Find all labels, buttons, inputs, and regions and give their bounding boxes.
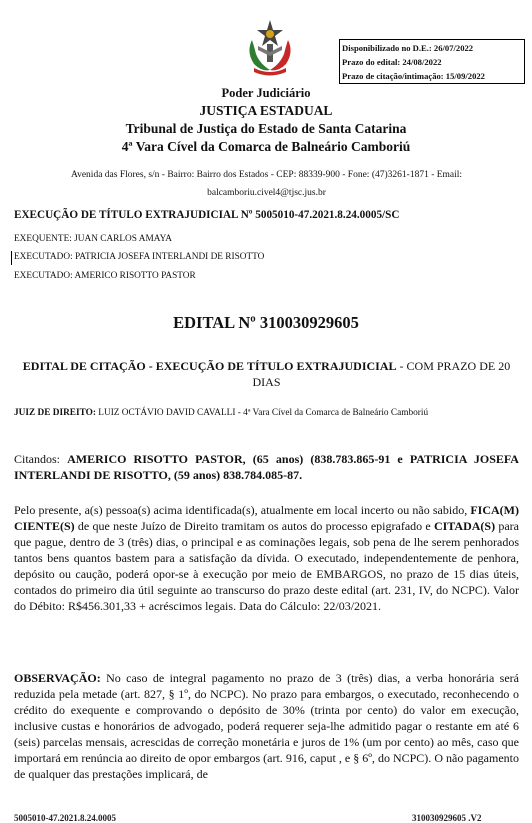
party-executado-2 <box>14 271 196 281</box>
judge-name: LUIZ OCTÁVIO DAVID CAVALLI - 4ª Vara Cível da Comarca de Balneário Camboriú <box>95 408 429 418</box>
citandos-paragraph <box>14 451 519 483</box>
availability-date: Disponibilizado no D.E.: 26/07/2022 <box>342 43 474 53</box>
edital-subtitle-rest: - COM PRAZO DE 20 DIAS <box>252 359 511 389</box>
edital-deadline: Prazo do edital: 24/08/2022 <box>342 57 442 67</box>
citation-paragraph <box>14 502 519 614</box>
process-number-title: EXECUÇÃO DE TÍTULO EXTRAJUDICIAL Nº 5005010-47.2021.8.24.0005/SC <box>14 209 400 221</box>
citandos-label: Citandos: <box>14 452 68 466</box>
citation-ciente: FICA(M) CIENTE(S) <box>14 503 519 533</box>
address-line: Avenida das Flores, s/n - Bairro: Bairro dos Estados - CEP: 88339-900 - Fone: (47)3261-1871 - Email: <box>70 170 463 180</box>
observation-text: No caso de integral pagamento no prazo de 3 (três) dias, a verba honorária será reduzida pela metade (art. 827, § 1º, do NCPC). No prazo para embargos, o executado, reconhecendo o crédito do exequente e comprovando o depósito de 30% (trinta por cento) do valor em execução, inclusive custas e honorários de advogado, poderá requerer seja-lhe admitido pagar o restante em até 6 (seis) parcelas mensais, acrescidas de correção monetária e juros de 1% (um por cento) ao mês, caso que importará em renúncia ao direito de opor embargos (art. 916, caput , e § 6º, do NCPC). O não pagamento de qualquer das prestações implicará, de <box>14 671 519 781</box>
party-role: EXECUTADO <box>14 271 71 281</box>
citation-text-c: de que neste Juízo de Direito tramitam os autos do processo epigrafado e <box>74 519 434 533</box>
footer-process-number: 5005010-47.2021.8.24.0005 <box>14 813 116 823</box>
judge-line <box>14 406 519 421</box>
judge-label: JUIZ DE DIREITO: <box>14 408 96 418</box>
publication-dates-box <box>339 39 525 84</box>
citation-citada: CITADA(S) <box>433 519 496 533</box>
header-vara: 4ª Vara Cível da Comarca de Balneário Camboriú <box>121 139 411 154</box>
text-cursor <box>11 251 12 265</box>
header-tribunal: Tribunal de Justiça do Estado de Santa Catarina <box>125 121 407 136</box>
citandos-names: AMERICO RISOTTO PASTOR, (65 anos) (838.783.865-91 e PATRICIA JOSEFA INTERLANDI DE RISOTTO, (59 anos) 838.784.085-87. <box>14 452 519 482</box>
edital-subtitle-bold: EDITAL DE CITAÇÃO - EXECUÇÃO DE TÍTULO EXTRAJUDICIAL <box>22 359 397 373</box>
footer-document-id: 310030929605 .V2 <box>412 813 482 823</box>
party-name: : JUAN CARLOS AMAYA <box>69 234 172 244</box>
observation-paragraph <box>14 670 519 782</box>
party-role: EXECUTADO <box>14 252 71 262</box>
edital-subtitle <box>14 358 519 390</box>
citation-text-a: Pelo presente, a(s) pessoa(s) acima identificada(s), atualmente em local incerto ou não sabido, <box>14 503 471 517</box>
party-name: : PATRICIA JOSEFA INTERLANDI DE RISOTTO <box>70 252 265 262</box>
header-poder-judiciario: Poder Judiciário <box>221 86 311 100</box>
party-role: EXEQUENTE <box>14 234 70 244</box>
citation-deadline: Prazo de citação/intimação: 15/09/2022 <box>342 71 485 81</box>
edital-title: EDITAL Nº 310030929605 <box>173 313 359 332</box>
address-email: balcamboriu.civel4@tjsc.jus.br <box>207 188 326 198</box>
party-exequente <box>14 234 172 244</box>
party-name: : AMERICO RISOTTO PASTOR <box>70 271 196 281</box>
state-coat-of-arms <box>244 16 296 76</box>
citation-text-e: para que pague, dentro de 3 (três) dias, o principal e as cominações legais, sob pena de lhe serem penhorados tantos bens quantos bastem para a satisfação da dívida. O executado, independentemente de penhora, depósito ou caução, poderá opor-se à execução por meio de EMBARGOS, no prazo de 15 dias úteis, contados do primeiro dia útil seguinte ao transcurso do prazo deste edital (art. 231, IV, do NCPC). Valor do Débito: R$456.301,33 + acréscimos legais. Data do Cálculo: 22/03/2021. <box>14 519 519 613</box>
header-justica-estadual: JUSTIÇA ESTADUAL <box>199 103 333 118</box>
party-executado-1 <box>14 252 264 262</box>
court-address <box>14 166 519 202</box>
observation-label: OBSERVAÇÃO: <box>14 671 101 685</box>
